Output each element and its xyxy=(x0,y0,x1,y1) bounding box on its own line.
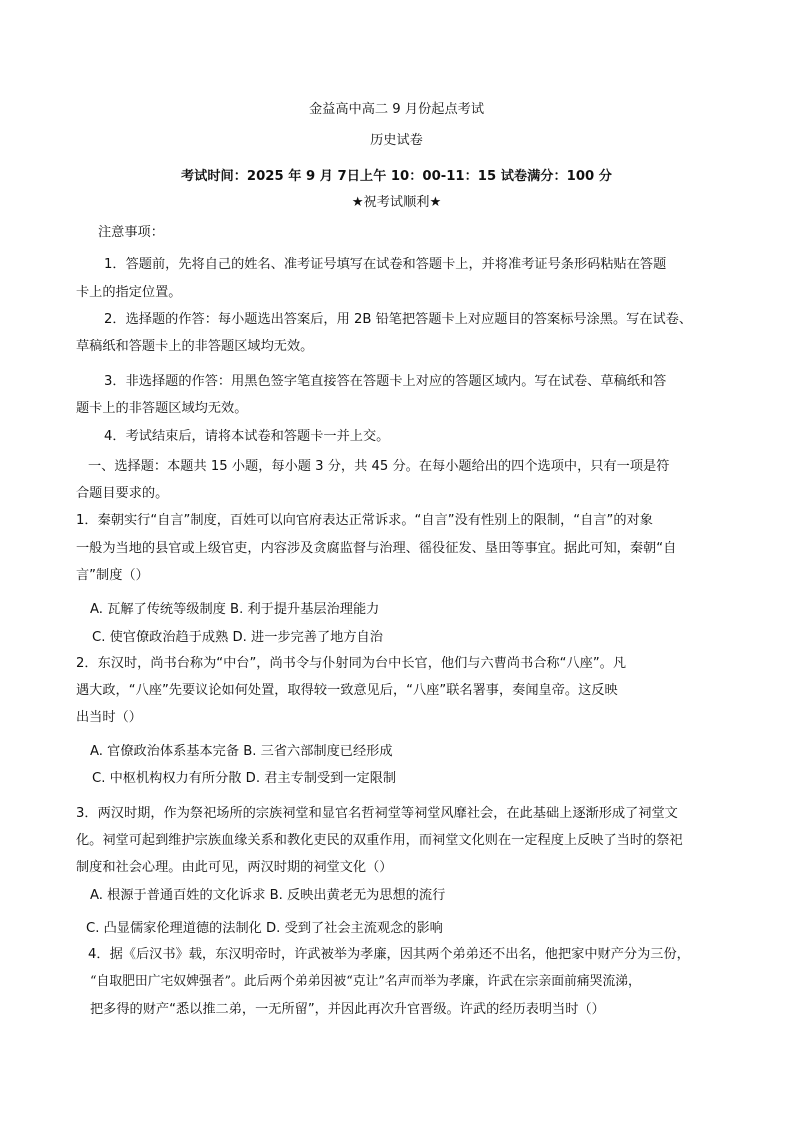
question-2-line-2: 遇大政，“八座”先要议论如何处置，取得较一致意见后，“八座”联名署事，奏闻皇帝。这反映 xyxy=(76,683,618,698)
school-title: 金益高中高二 9 月份起点考试 xyxy=(308,102,485,117)
question-4-line-1: 4．据《后汉书》载，东汉明帝时，许武被举为孝廉，因其两个弟弟还不出名，他把家中财产分为三份， xyxy=(88,947,690,962)
question-1-options-cd: C. 使官僚政治趋于成熟 D. 进一步完善了地方自治 xyxy=(92,630,383,645)
subject-title: 历史试卷 xyxy=(370,133,423,148)
question-2-options-cd: C. 中枢机构权力有所分散 D. 君主专制受到一定限制 xyxy=(92,771,397,786)
notice-item-2: 2．选择题的作答：每小题选出答案后，用 2B 铅笔把答题卡上对应题目的答案标号涂黑。写在试卷、 xyxy=(104,312,693,327)
question-3-options-cd: C. 凸显儒家伦理道德的法制化 D. 受到了社会主流观念的影响 xyxy=(86,921,443,936)
question-4-line-2: “自取肥田广宅奴婢强者”。此后两个弟弟因被“克让”名声而举为孝廉，许武在宗亲面前痛哭流涕， xyxy=(90,974,641,989)
question-3-line-3: 制度和社会心理。由此可见，两汉时期的祠堂文化（） xyxy=(76,860,393,875)
question-1-line-1: 1．秦朝实行“自言”制度，百姓可以向官府表达正常诉求。“自言”没有性别上的限制，“自言”的对象 xyxy=(76,513,653,528)
notice-item-3: 3．非选择题的作答：用黑色签字笔直接答在答题卡上对应的答题区域内。写在试卷、草稿纸和答 xyxy=(104,374,667,389)
question-2-line-3: 出当时（） xyxy=(76,710,142,725)
notice-heading: 注意事项： xyxy=(98,225,164,240)
question-1-line-3: 言”制度（） xyxy=(76,568,149,583)
question-2-line-1: 2．东汉时，尚书台称为“中台”，尚书令与仆射同为台中长官，他们与六曹尚书合称“八座”。凡 xyxy=(76,656,627,671)
exam-info: 考试时间：2025 年 9 月 7日上午 10：00-11：15 试卷满分：100 分 xyxy=(181,169,612,184)
question-3-options-ab: A. 根源于普通百姓的文化诉求 B. 反映出黄老无为思想的流行 xyxy=(90,888,446,903)
section-1-heading: 一、选择题：本题共 15 小题，每小题 3 分，共 45 分。在每小题给出的四个选项中，只有一项是符 xyxy=(88,459,670,474)
question-1-options-ab: A. 瓦解了传统等级制度 B. 利于提升基层治理能力 xyxy=(90,602,380,617)
question-4-line-3: 把多得的财产“悉以推二弟，一无所留”，并因此再次升官晋级。许武的经历表明当时（） xyxy=(90,1002,605,1017)
question-3-line-2: 化。祠堂可起到维护宗族血缘关系和教化吏民的双重作用，而祠堂文化则在一定程度上反映了当时的祭祀 xyxy=(76,833,683,848)
notice-item-2-cont: 草稿纸和答题卡上的非答题区域均无效。 xyxy=(76,339,314,354)
notice-item-4: 4．考试结束后，请将本试卷和答题卡一并上交。 xyxy=(104,429,390,444)
section-1-heading-cont: 合题目要求的。 xyxy=(76,486,169,501)
notice-item-1: 1．答题前，先将自己的姓名、准考证号填写在试卷和答题卡上，并将准考证号条形码粘贴在答题 xyxy=(104,257,667,272)
notice-item-3-cont: 题卡上的非答题区域均无效。 xyxy=(76,401,248,416)
wish-line: ★祝考试顺利★ xyxy=(351,195,442,210)
question-3-line-1: 3．两汉时期，作为祭祀场所的宗族祠堂和显官名哲祠堂等祠堂风靡社会，在此基础上逐渐形成了祠堂文 xyxy=(76,806,678,821)
notice-item-1-cont: 卡上的指定位置。 xyxy=(76,285,182,300)
question-2-options-ab: A. 官僚政治体系基本完备 B. 三省六部制度已经形成 xyxy=(90,744,393,759)
question-1-line-2: 一般为当地的县官或上级官吏，内容涉及贪腐监督与治理、徭役征发、垦田等事宜。据此可知，秦朝“自 xyxy=(76,541,677,556)
